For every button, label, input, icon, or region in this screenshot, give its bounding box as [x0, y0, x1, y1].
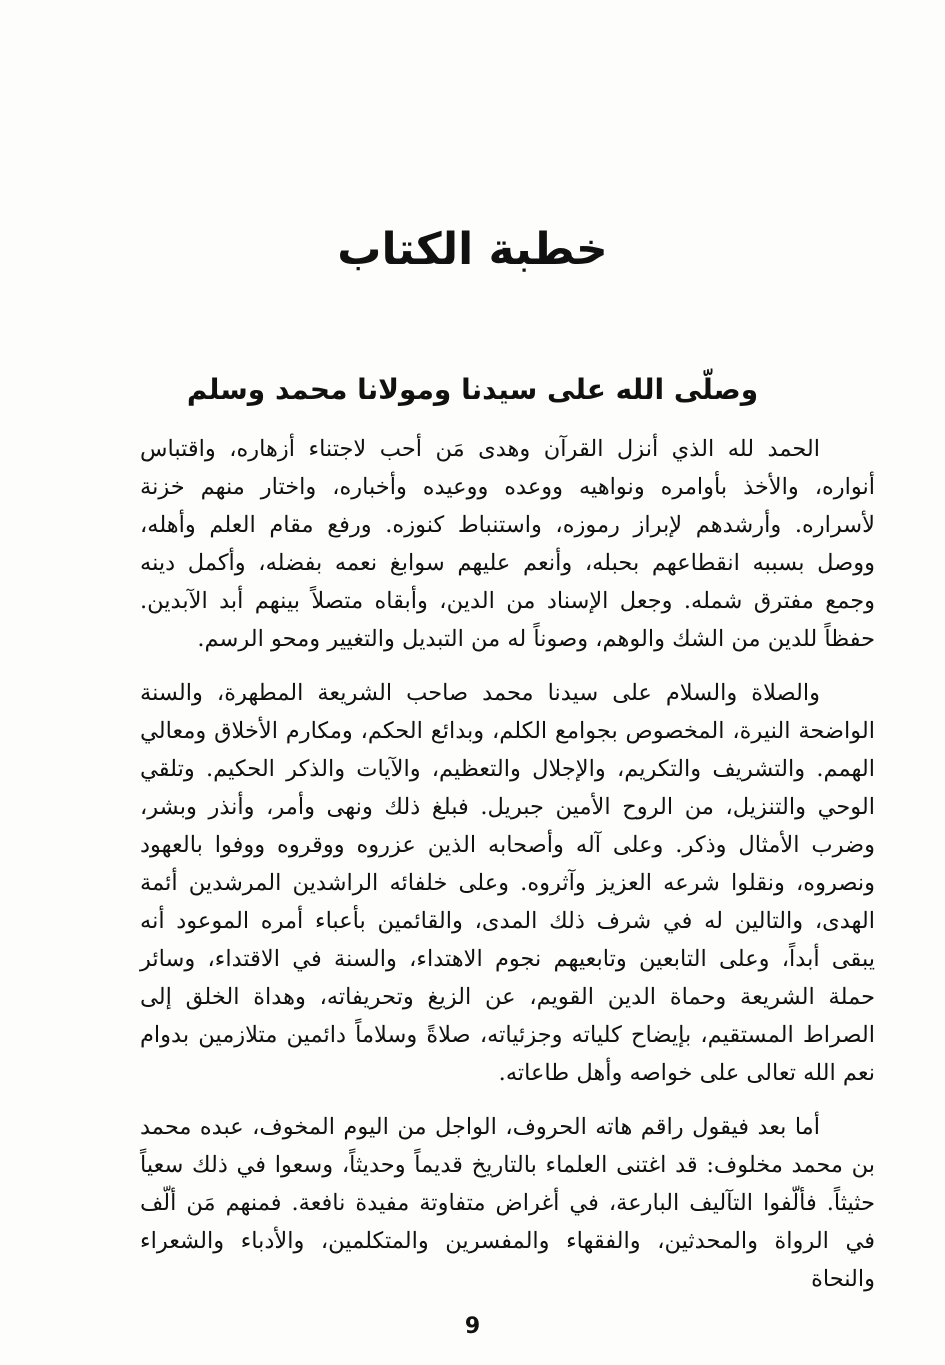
page-title: خطبة الكتاب [337, 224, 608, 275]
page-subtitle: وصلّى الله على سيدنا ومولانا محمد وسلم [186, 373, 759, 406]
paragraph-1: الحمد لله الذي أنزل القرآن وهدى مَن أحب لاجتناء أزهاره، واقتباس أنواره، والأخذ بأوامره ونواهيه ووعده ووعيده وأخباره، واختار منهم خزنة لأسراره. وأرشدهم لإبراز رموزه، واستنباط كنوزه. ورفع مقام العلم وأهله، ووصل بسببه انقطاعهم بحبله، وأنعم عليهم سوابغ نعمه بفضله، وأكمل دينه وجمع مفترق شمله. وجعل الإسناد من الدين، وأبقاه متصلاً بينهم أبد الآبدين. حفظاً للدين من الشك والوهم، وصوناً له من التبديل والتغيير ومحو الرسم. [140, 436, 875, 652]
paragraph-3: أما بعد فيقول راقم هاته الحروف، الواجل من اليوم المخوف، عبده محمد بن محمد مخلوف: قد اغتنى العلماء بالتاريخ قديماً وحديثاً، وسعوا في ذلك سعياً حثيثاً. فألّفوا التآليف البارعة، في أغراض متفاوتة مفيدة نافعة. فمنهم مَن ألّف في الرواة والمحدثين، والفقهاء والمفسرين والمتكلمين، والأدباء والشعراء والنحاة [140, 1114, 875, 1292]
paragraph-2: والصلاة والسلام على سيدنا محمد صاحب الشريعة المطهرة، والسنة الواضحة النيرة، المخصوص بجوامع الكلم، وبدائع الحكم، ومكارم الأخلاق ومعالي الهمم. والتشريف والتكريم، والإجلال والتعظيم، والآيات والذكر الحكيم. وتلقي الوحي والتنزيل، من الروح الأمين جبريل. فبلغ ذلك ونهى وأمر، وأنذر وبشر، وضرب الأمثال وذكر. وعلى آله وأصحابه الذين عزروه ووقروه ووفوا بالعهود ونصروه، ونقلوا شرعه العزيز وآثروه. وعلى خلفائه الراشدين المرشدين أئمة الهدى، والتالين له في شرف ذلك المدى، والقائمين بأعباء أمره الموعود أنه يبقى أبداً، وعلى التابعين وتابعيهم نجوم الاهتداء، والسنة في الاقتداء، وسائر حملة الشريعة وحماة الدين القويم، عن الزيغ وتحريفاته، وهداة الخلق إلى الصراط المستقيم، بإيضاح كلياته وجزئياته، صلاةً وسلاماً دائمين متلازمين بدوام نعم الله تعالى على خواصه وأهل طاعاته. [140, 680, 875, 1086]
page-number: 9 [464, 1314, 481, 1339]
body-text [140, 430, 875, 1298]
